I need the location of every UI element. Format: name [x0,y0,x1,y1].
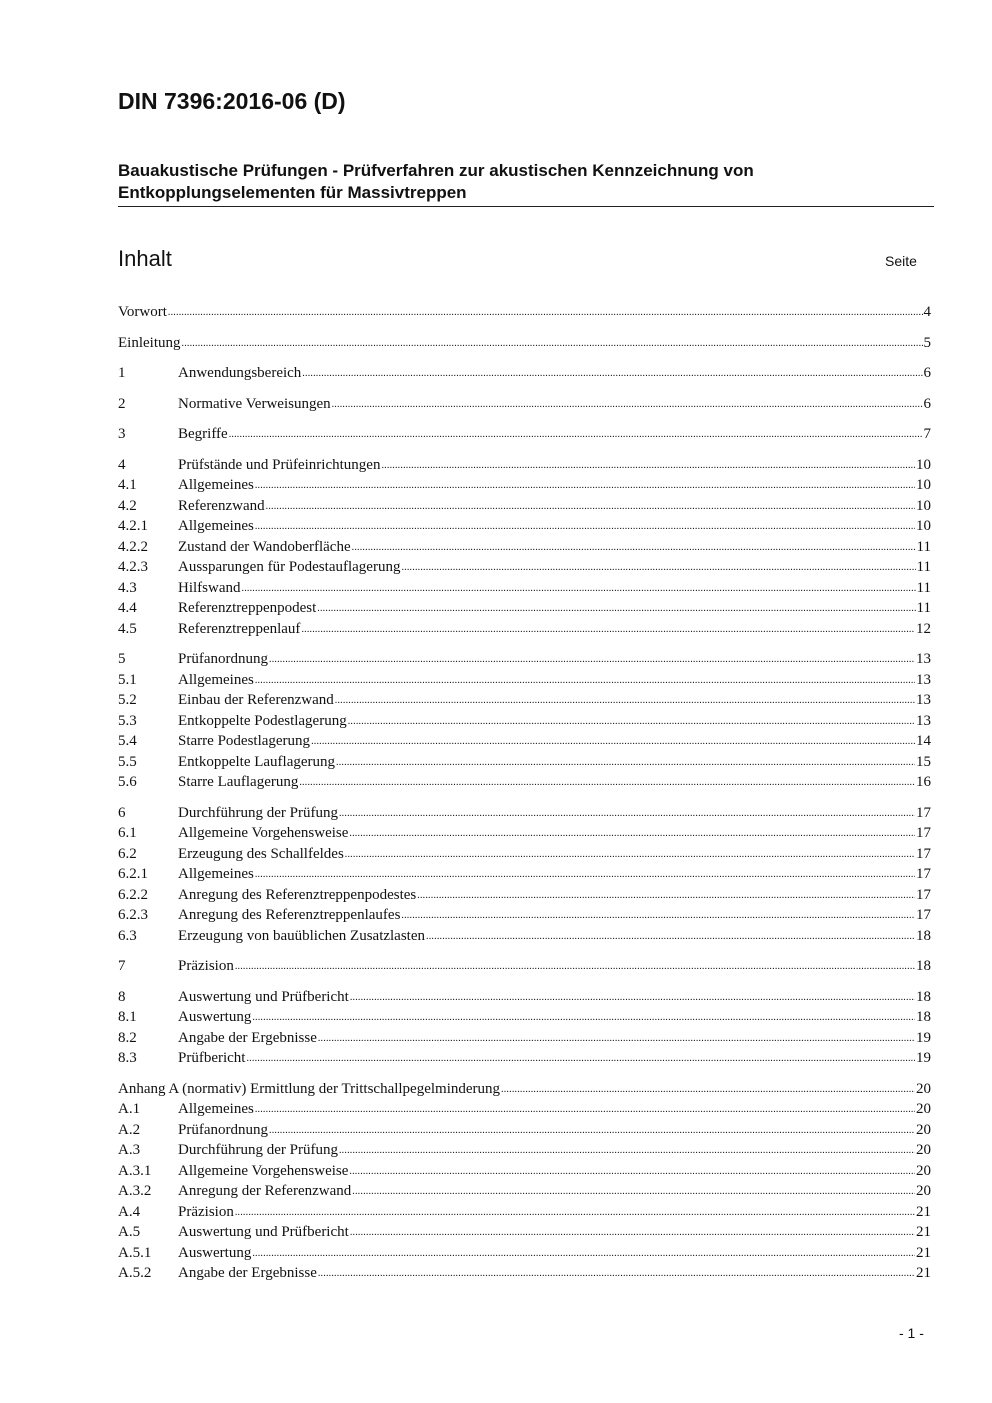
toc-leader-dots [349,822,915,845]
toc-entry[interactable] [118,711,931,732]
toc-entry-page: 19 [916,1050,931,1066]
toc-entry-title: Einbau der Referenzwand [178,692,334,708]
toc-entry-number: 7 [118,958,126,974]
toc-leader-dots [266,495,915,518]
toc-entry-title: Prüfanordnung [178,651,268,667]
toc-entry-title: Erzeugung von bauüblichen Zusatzlasten [178,927,426,944]
toc-entry-number: 4.2.3 [118,559,148,575]
toc-entry-page: 13 [916,651,931,667]
toc-entry-page: 21 [916,1265,931,1281]
footer-page-number: - 1 - [899,1325,924,1341]
toc-entry-title: Starre Podestlagerung [178,733,311,749]
toc-entry-title: Angabe der Ergebnisse [178,1265,317,1281]
toc-entry-number: 6.2.2 [118,886,148,903]
toc-entry[interactable] [118,690,931,711]
toc-entry-number: 8 [118,988,126,1005]
toc-entry-title: Allgemeines [178,671,254,688]
toc-entry[interactable] [118,803,931,824]
toc-entry[interactable] [118,516,931,537]
toc-entry[interactable] [118,1099,931,1120]
toc-leader-dots [269,648,915,671]
table-of-contents [118,302,931,1284]
toc-entry[interactable] [118,1202,931,1223]
toc-entry-number: 5.2 [118,692,137,708]
toc-entry[interactable] [118,926,931,947]
toc-entry-number: A.2 [118,1121,141,1138]
toc-entry-title: Referenzwand [178,497,265,514]
toc-entry-title: Auswertung [178,1244,252,1261]
toc-entry[interactable] [118,455,931,476]
toc-entry-title: Allgemeine Vorgehensweise [178,1162,349,1179]
toc-entry-title: Auswertung [178,1009,252,1025]
toc-entry-title: Referenztreppenpodest [178,600,317,616]
toc-leader-dots [255,669,915,692]
toc-leader-dots [335,689,915,712]
page-column-label: Seite [885,253,917,269]
toc-entry-title: Anregung des Referenztreppenlaufes [178,907,401,923]
toc-entry-title: Anregung des Referenztreppenpodestes [178,886,417,903]
toc-entry-number: 4.3 [118,579,137,596]
toc-entry[interactable] [118,1181,931,1202]
toc-entry-number: 2 [118,395,126,412]
toc-entry[interactable] [118,885,931,906]
toc-entry[interactable] [118,772,931,793]
toc-entry-page: 20 [916,1080,931,1097]
toc-entry-title: Präzision [178,958,234,974]
toc-leader-dots [255,863,915,886]
toc-entry-number: 6.1 [118,825,137,841]
toc-entry-page: 20 [916,1142,931,1158]
toc-entry-page: 19 [916,1029,931,1046]
toc-entry-page: 7 [923,426,931,442]
toc-leader-dots [350,986,915,1009]
toc-entry-number: 3 [118,426,126,442]
toc-entry-number: 5.4 [118,733,137,749]
toc-entry-number: 5 [118,651,126,667]
toc-entry[interactable] [118,987,931,1008]
toc-entry-page: 21 [916,1203,931,1220]
toc-leader-dots [235,955,915,978]
toc-entry-page: 18 [916,1009,931,1025]
toc-leader-dots [252,1006,915,1029]
toc-entry-title: Vorwort [118,304,167,320]
toc-entry-title: Auswertung und Prüfbericht [178,1224,349,1240]
toc-entry-page: 15 [916,753,931,770]
toc-entry-page: 13 [916,712,931,729]
toc-entry[interactable] [118,670,931,691]
toc-entry-title: Anhang A (normativ) Ermittlung der Trittschallpegelminderung [118,1080,501,1097]
toc-entry-number: A.1 [118,1101,141,1117]
toc-entry[interactable] [118,302,931,323]
toc-entry[interactable] [118,394,931,415]
toc-entry[interactable] [118,844,931,865]
toc-entry-number: 8.3 [118,1050,137,1066]
toc-entry-title: Normative Verweisungen [178,395,331,412]
toc-entry-number: A.3 [118,1142,141,1158]
toc-leader-dots [349,1160,915,1183]
toc-entry[interactable] [118,1222,931,1243]
subtitle-line-2: Entkopplungselementen für Massivtreppen [118,183,467,202]
toc-entry-number: A.5.2 [118,1265,152,1281]
toc-entry-page: 18 [916,958,931,974]
toc-leader-dots [246,1047,915,1070]
toc-entry-title: Allgemeines [178,518,254,534]
toc-entry-number: 6.2.3 [118,907,148,923]
header-rule [118,206,934,207]
toc-entry-title: Entkoppelte Lauflagerung [178,753,336,770]
toc-entry-title: Prüfstände und Prüfeinrichtungen [178,456,381,473]
toc-entry-number: 8.2 [118,1029,137,1046]
toc-entry[interactable] [118,823,931,844]
toc-entry-page: 17 [916,804,931,821]
toc-leader-dots [401,904,915,927]
toc-entry-page: 18 [916,988,931,1005]
toc-leader-dots [299,771,915,794]
toc-leader-dots [339,1139,915,1162]
toc-leader-dots [332,393,923,416]
toc-entry-title: Durchführung der Prüfung [178,1142,338,1158]
toc-entry-number: 6 [118,804,126,821]
toc-leader-dots [318,1027,915,1050]
toc-entry[interactable] [118,1243,931,1264]
toc-entry-number: 4.1 [118,477,137,493]
toc-leader-dots [336,751,915,774]
toc-entry-title: Anregung der Referenzwand [178,1183,352,1199]
toc-entry-number: 4.2.1 [118,518,148,534]
toc-entry-page: 21 [916,1244,931,1261]
toc-entry-page: 11 [916,559,931,575]
toc-entry-page: 20 [916,1121,931,1138]
toc-entry-title: Allgemeines [178,866,254,882]
toc-leader-dots [229,423,923,446]
toc-entry-page: 10 [916,477,931,493]
toc-leader-dots [302,362,922,385]
toc-entry[interactable] [118,1263,931,1284]
toc-leader-dots [345,843,915,866]
toc-entry-page: 17 [916,866,931,882]
toc-leader-dots [426,925,915,948]
toc-entry[interactable] [118,1140,931,1161]
toc-leader-dots [318,1262,915,1285]
toc-entry[interactable] [118,752,931,773]
toc-entry[interactable] [118,496,931,517]
toc-leader-dots [348,710,915,733]
toc-entry[interactable] [118,1048,931,1069]
toc-leader-dots [417,884,915,907]
toc-leader-dots [352,1180,915,1203]
toc-entry-number: 5.1 [118,671,137,688]
toc-entry-page: 6 [923,395,931,412]
toc-entry[interactable] [118,537,931,558]
toc-entry-number: 5.5 [118,753,137,770]
subtitle-line-1: Bauakustische Prüfungen - Prüfverfahren zur akustischen Kennzeichnung von [118,161,754,180]
toc-entry-title: Entkoppelte Podestlagerung [178,712,347,729]
document-id: DIN 7396:2016-06 (D) [118,88,346,114]
toc-entry-title: Präzision [178,1203,234,1220]
toc-entry[interactable] [118,864,931,885]
toc-entry-title: Referenztreppenlauf [178,620,301,637]
toc-leader-dots [255,515,915,538]
toc-leader-dots [381,454,915,477]
toc-entry[interactable] [118,1028,931,1049]
toc-entry-title: Zustand der Wandoberfläche [178,538,351,555]
toc-entry[interactable] [118,424,931,445]
toc-entry-title: Prüfbericht [178,1050,246,1066]
toc-entry-number: 4.4 [118,600,137,616]
toc-entry-page: 17 [916,845,931,862]
toc-entry-title: Aussparungen für Podestauflagerung [178,559,401,575]
toc-entry-page: 11 [916,600,931,616]
toc-entry-page: 17 [916,907,931,923]
toc-entry-page: 20 [916,1162,931,1179]
toc-entry[interactable] [118,475,931,496]
toc-entry-title: Allgemeine Vorgehensweise [178,825,349,841]
toc-entry-page: 11 [916,538,931,555]
toc-entry-title: Starre Lauflagerung [178,774,299,790]
toc-entry-page: 18 [916,927,931,944]
toc-entry-title: Allgemeines [178,477,254,493]
toc-leader-dots [311,730,915,753]
toc-entry-title: Auswertung und Prüfbericht [178,988,349,1005]
toc-leader-dots [235,1201,915,1224]
toc-leader-dots [182,332,923,355]
toc-entry-title: Einleitung [118,334,181,351]
toc-entry-number: 6.2 [118,845,137,862]
toc-entry[interactable] [118,956,931,977]
toc-entry-page: 20 [916,1183,931,1199]
document-subtitle [118,160,938,204]
toc-leader-dots [401,556,915,579]
toc-entry[interactable] [118,1120,931,1141]
toc-entry-page: 6 [923,365,931,381]
toc-entry[interactable] [118,619,931,640]
toc-leader-dots [255,1098,915,1121]
toc-entry-title: Hilfswand [178,579,241,596]
contents-heading: Inhalt [118,246,172,271]
toc-entry-title: Angabe der Ergebnisse [178,1029,317,1046]
toc-entry[interactable] [118,1079,931,1100]
toc-entry-number: 5.3 [118,712,137,729]
toc-entry-page: 17 [916,825,931,841]
toc-leader-dots [242,577,916,600]
toc-entry-number: 6.2.1 [118,866,148,882]
toc-entry-title: Prüfanordnung [178,1121,268,1138]
toc-entry[interactable] [118,363,931,384]
toc-entry-number: 5.6 [118,774,137,790]
toc-entry-number: A.3.2 [118,1183,152,1199]
toc-leader-dots [317,597,915,620]
toc-entry-number: 4.5 [118,620,137,637]
toc-leader-dots [255,474,915,497]
toc-entry-page: 11 [916,579,931,596]
toc-leader-dots [269,1119,915,1142]
toc-entry-title: Durchführung der Prüfung [178,804,338,821]
toc-entry-page: 20 [916,1101,931,1117]
toc-entry-page: 10 [916,456,931,473]
toc-entry-title: Erzeugung des Schallfeldes [178,845,344,862]
toc-entry-page: 12 [916,620,931,637]
toc-leader-dots [350,1221,915,1244]
toc-entry-title: Anwendungsbereich [178,365,302,381]
toc-entry[interactable] [118,1161,931,1182]
toc-entry-number: 4.2 [118,497,137,514]
toc-leader-dots [301,618,915,641]
toc-entry-page: 10 [916,497,931,514]
toc-entry-number: 8.1 [118,1009,137,1025]
toc-entry-page: 14 [916,733,931,749]
toc-entry-number: 1 [118,365,126,381]
toc-entry[interactable] [118,731,931,752]
toc-entry-number: A.5.1 [118,1244,152,1261]
toc-entry-number: 4.2.2 [118,538,148,555]
toc-entry-page: 17 [916,886,931,903]
toc-entry-page: 10 [916,518,931,534]
toc-entry-page: 16 [916,774,931,790]
toc-entry-number: 4 [118,456,126,473]
toc-entry-page: 21 [916,1224,931,1240]
toc-entry-title: Allgemeines [178,1101,254,1117]
toc-entry-title: Begriffe [178,426,228,442]
toc-entry-number: A.5 [118,1224,141,1240]
toc-entry-number: 6.3 [118,927,137,944]
toc-leader-dots [168,301,923,324]
toc-leader-dots [352,536,916,559]
toc-entry-page: 4 [923,304,931,320]
toc-entry-page: 13 [916,671,931,688]
toc-entry[interactable] [118,905,931,926]
toc-entry-page: 13 [916,692,931,708]
toc-entry[interactable] [118,578,931,599]
toc-leader-dots [501,1078,915,1101]
toc-entry-number: A.3.1 [118,1162,152,1179]
toc-entry-page: 5 [923,334,931,351]
toc-entry[interactable] [118,598,931,619]
toc-leader-dots [339,802,915,825]
toc-entry-number: A.4 [118,1203,141,1220]
toc-entry[interactable] [118,333,931,354]
toc-entry[interactable] [118,557,931,578]
toc-entry[interactable] [118,1007,931,1028]
toc-entry[interactable] [118,649,931,670]
toc-leader-dots [252,1242,915,1265]
